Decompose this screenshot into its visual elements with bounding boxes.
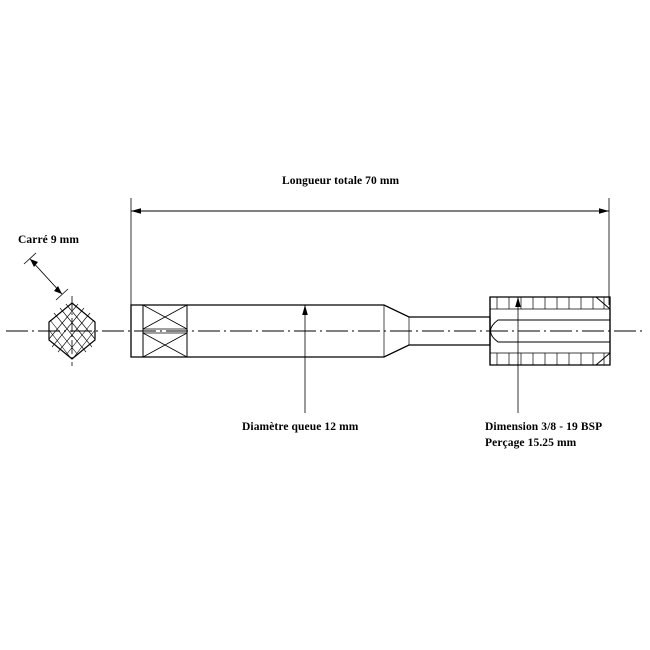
label-drill-size: Perçage 15.25 mm <box>485 437 577 449</box>
leader-shank-diameter <box>302 305 308 413</box>
square-detail <box>24 253 95 366</box>
dimension-total-length <box>131 198 609 305</box>
label-square-size: Carré 9 mm <box>18 234 80 246</box>
label-thread-dimension: Dimension 3/8 - 19 BSP <box>485 421 603 433</box>
label-total-length: Longueur totale 70 mm <box>282 175 400 187</box>
leader-thread-dimension <box>515 297 521 413</box>
label-shank-diameter: Diamètre queue 12 mm <box>242 421 359 433</box>
